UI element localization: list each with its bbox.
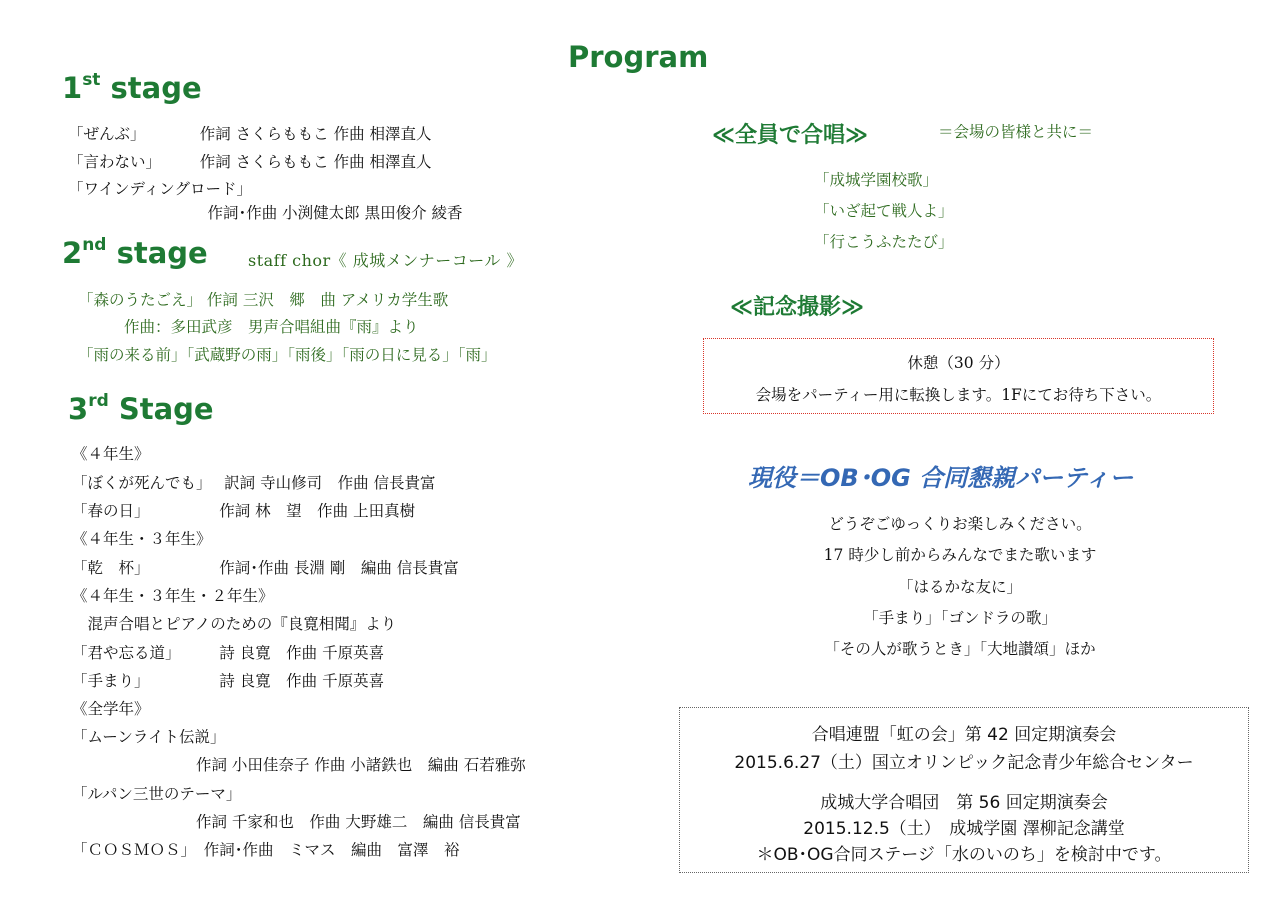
info-line: 2015.12.5（土） 成城学園 澤柳記念講堂 — [803, 819, 1125, 839]
zenin-heading: ≪全員で合唱≫ — [712, 123, 869, 148]
stage1-heading — [62, 71, 202, 105]
stage3-line: 「手まり」 詩 良寛 作曲 千原英喜 — [72, 672, 385, 690]
info-box — [679, 707, 1249, 873]
stage1-line: 作詞･作曲 小渕健太郎 黒田俊介 綾香 — [68, 204, 463, 222]
stage3-line: 《全学年》 — [72, 700, 150, 718]
stage2-num: 2 — [62, 236, 83, 270]
stage2-line: 作曲：多田武彦 男声合唱組曲『雨』より — [124, 318, 419, 336]
party-title: 現役＝OB･OG 合同懇親パーティー — [748, 464, 1134, 492]
break-line1: 休憩（30 分） — [907, 354, 1010, 372]
party-line: 「はるかな友に」 — [897, 578, 1022, 596]
stage1-line: 「言わない」 作詞 さくらももこ 作曲 相澤直人 — [68, 153, 432, 171]
zenin-sub: ＝会場の皆様と共に＝ — [938, 123, 1094, 141]
party-line: 「手まり」「ゴンドラの歌」 — [863, 609, 1057, 627]
break-line2: 会場をパーティー用に転換します。1Fにてお待ち下さい。 — [755, 386, 1162, 404]
staff-chor-label: staff chor《 成城メンナーコール 》 — [248, 251, 524, 270]
kinen-heading: ≪記念撮影≫ — [730, 295, 865, 320]
zenin-song: 「いざ起て戦人よ」 — [814, 202, 954, 220]
party-line: どうぞごゆっくりお楽しみください。 — [828, 515, 1092, 533]
stage3-line: 「春の日」 作詞 林 望 作曲 上田真樹 — [72, 502, 416, 520]
stage1-line: 「ぜんぶ」 作詞 さくらももこ 作曲 相澤直人 — [68, 125, 432, 143]
stage2-heading — [62, 236, 208, 270]
stage1-sup: st — [82, 70, 101, 91]
stage1-num: 1 — [62, 71, 83, 105]
stage3-line: 「ＣＯＳＭＯＳ」 作詞･作曲 ミマス 編曲 富澤 裕 — [72, 841, 460, 859]
stage2-line: 「森のうたごえ」 作詞 三沢 郷 曲 アメリカ学生歌 — [78, 291, 449, 309]
stage1-line: 「ワインディングロード」 — [68, 180, 252, 198]
stage3-line: 作詞 千家和也 作曲 大野雄二 編曲 信長貴富 — [72, 813, 521, 831]
party-line: 17 時少し前からみんなでまた歌います — [823, 546, 1097, 564]
stage3-line: 「ぼくが死んでも」 訳詞 寺山修司 作曲 信長貴富 — [72, 474, 436, 492]
stage3-num: 3 — [68, 392, 89, 426]
stage2-sup: nd — [82, 235, 107, 256]
info-line: 2015.6.27（土）国立オリンピック記念青少年総合センター — [734, 753, 1194, 773]
stage3-line: 《４年生》 — [72, 445, 150, 463]
stage3-line: 「乾 杯」 作詞･作曲 長淵 剛 編曲 信長貴富 — [72, 559, 459, 577]
party-line: 「その人が歌うとき」「大地讃頌」ほか — [824, 640, 1096, 658]
stage3-line: 「ムーンライト伝説」 — [72, 728, 226, 746]
break-box — [703, 338, 1214, 414]
stage3-line: 《４年生・３年生》 — [72, 530, 212, 548]
stage2-line: 「雨の来る前」「武蔵野の雨」「雨後」「雨の日に見る」「雨」 — [78, 346, 497, 364]
page-title: Program — [568, 40, 709, 74]
zenin-song: 「行こうふたたび」 — [814, 233, 954, 251]
stage3-line: 作詞 小田佳奈子 作曲 小諸鉄也 編曲 石若雅弥 — [72, 756, 526, 774]
stage1-word: stage — [110, 71, 202, 105]
stage3-sup: rd — [88, 391, 109, 412]
stage3-line: 「君や忘る道」 詩 良寛 作曲 千原英喜 — [72, 644, 385, 662]
stage2-word: stage — [116, 236, 208, 270]
zenin-song: 「成城学園校歌」 — [814, 171, 939, 189]
stage3-word: Stage — [118, 392, 214, 426]
info-line: 成城大学合唱団 第 56 回定期演奏会 — [820, 793, 1108, 813]
info-line: 合唱連盟「虹の会」第 42 回定期演奏会 — [811, 725, 1117, 745]
stage3-heading — [68, 392, 214, 426]
stage3-line: 混声合唱とピアノのための『良寛相聞』より — [72, 615, 397, 633]
info-line: ＊OB･OG合同ステージ「水のいのち」を検討中です。 — [756, 845, 1172, 865]
stage3-line: 《４年生・３年生・２年生》 — [72, 587, 274, 605]
stage3-line: 「ルパン三世のテーマ」 — [72, 785, 242, 803]
